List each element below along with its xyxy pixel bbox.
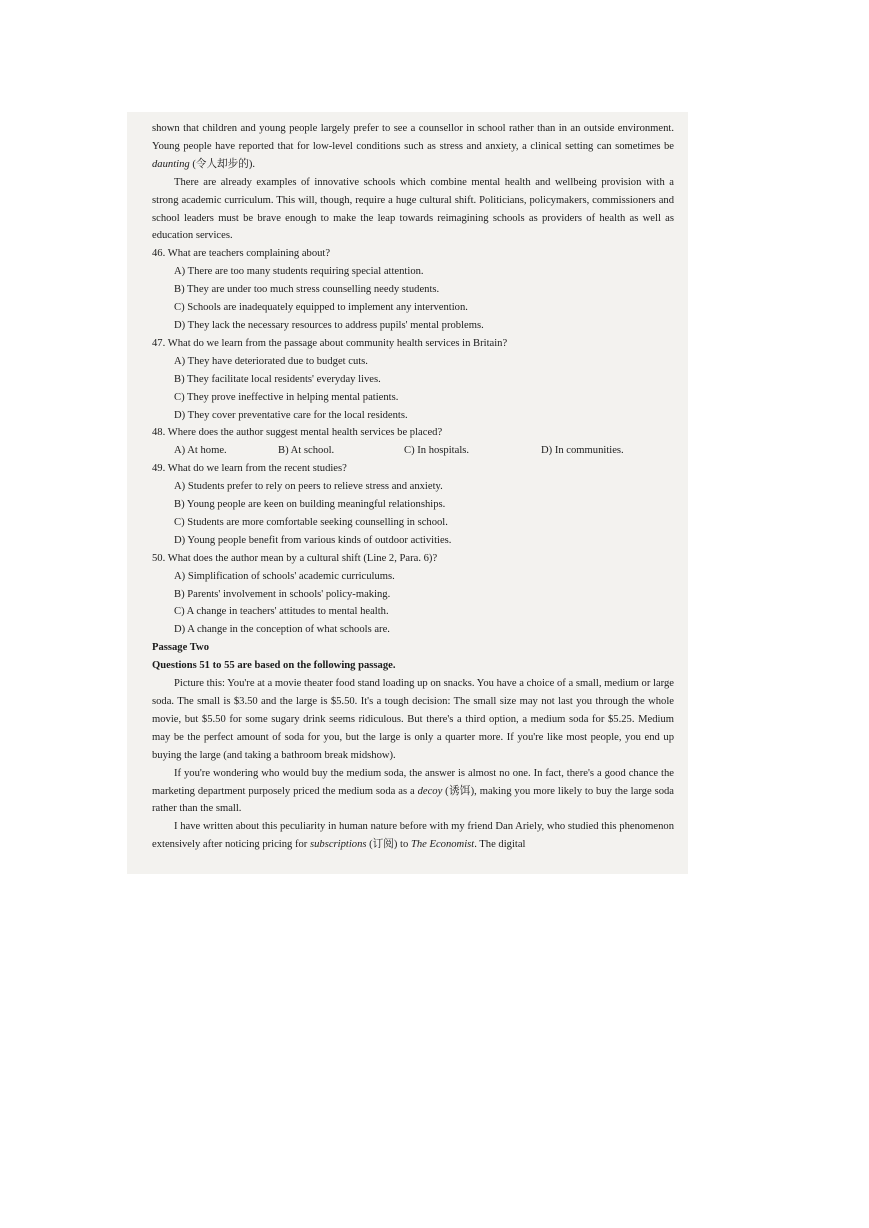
question-50-option-d: D) A change in the conception of what schools are. xyxy=(174,624,390,636)
question-48-option-b: B) At school. xyxy=(278,445,335,457)
para3-italic-economist: The Economist xyxy=(410,839,475,851)
question-49-option-d: D) Young people benefit from various kinds of outdoor activities. xyxy=(174,534,452,546)
para2-text: If you're wondering who would buy the medium soda, the answer is almost no one. In fact, there's a good chance the marketing department purposely priced the medium soda as a xyxy=(152,767,674,797)
scanned-page xyxy=(127,112,688,874)
para3-italic-subscriptions: subscriptions xyxy=(309,839,367,851)
para5-text: shown that children and young people largely prefer to see a counsellor in school rather than in an outside environment. Young people have reported that for low-level conditions such as stress and anxiety, a clinical setting can sometimes be xyxy=(152,123,674,152)
question-47-option-b: B) They facilitate local residents' everyday lives. xyxy=(174,373,381,385)
question-48-option-d: D) In communities. xyxy=(541,445,624,457)
question-49-option-c: C) Students are more comfortable seeking counselling in school. xyxy=(174,516,448,528)
question-47-option-a: A) They have deteriorated due to budget cuts. xyxy=(174,355,368,367)
passage-one-para5 xyxy=(152,120,674,174)
question-46-stem: 46. What are teachers complaining about? xyxy=(152,248,331,260)
question-48-options xyxy=(152,442,674,460)
question-49-stem: 49. What do we learn from the recent studies? xyxy=(152,463,347,475)
question-46-option-b: B) They are under too much stress counselling needy students. xyxy=(174,284,440,296)
question-46-option-a: A) There are too many students requiring special attention. xyxy=(174,266,424,278)
passage-two-heading: Passage Two xyxy=(152,642,209,654)
passage-two-para2 xyxy=(152,765,674,819)
passage-two-instruction: Questions 51 to 55 are based on the following passage. xyxy=(152,660,396,672)
para2-text-end: (诱饵), making you more likely to buy the large soda rather than the small. xyxy=(152,785,674,815)
question-50-stem: 50. What does the author mean by a cultural shift (Line 2, Para. 6)? xyxy=(152,552,438,564)
question-50-option-a: A) Simplification of schools' academic curriculums. xyxy=(174,570,395,582)
question-48-option-a: A) At home. xyxy=(174,445,227,457)
para5-italic-word: daunting xyxy=(152,158,190,170)
passage-two-para3 xyxy=(152,818,674,854)
question-47-stem: 47. What do we learn from the passage about community health services in Britain? xyxy=(152,337,508,349)
passage-two-para1: Picture this: You're at a movie theater food stand loading up on snacks. You have a choice of a small, medium or large soda. The small is $3.50 and the large is $5.50. It's a tough decision: The small size may not last you through the whole movie, but $5.50 for some sugary drink seems ridiculous. But there's a third option, a medium soda for $5.25. Medium may be the perfect amount of soda for you, but the large is only a quarter more. If you're like most people, you end up buying the large (and taking a bathroom break midshow). xyxy=(152,678,674,761)
passage-one-para6: There are already examples of innovative schools which combine mental health and wellbeing provision with a strong academic curriculum. This will, though, require a huge cultural shift. Politicians, policymakers, commissioners and school leaders must be brave enough to make the leap towards reimagining schools as providers of health as well as education services. xyxy=(152,176,674,242)
para3-text: I have written about this peculiarity in human nature before with my friend Dan Ariely, who studied this phenomenon extensively after noticing pricing for xyxy=(152,821,674,851)
para2-italic-word: decoy xyxy=(417,785,443,797)
question-47-option-c: C) They prove ineffective in helping mental patients. xyxy=(174,391,399,403)
question-49-option-b: B) Young people are keen on building meaningful relationships. xyxy=(174,499,446,511)
question-50-option-b: B) Parents' involvement in schools' policy-making. xyxy=(174,588,391,600)
question-49-option-a: A) Students prefer to rely on peers to relieve stress and anxiety. xyxy=(174,481,443,493)
question-48-stem: 48. Where does the author suggest mental health services be placed? xyxy=(152,427,443,439)
para3-gloss: (订阅) to xyxy=(366,839,411,851)
question-50-option-c: C) A change in teachers' attitudes to mental health. xyxy=(174,606,389,618)
page-text xyxy=(152,120,674,854)
question-48-option-c: C) In hospitals. xyxy=(404,445,470,457)
para5-gloss: (令人却步的). xyxy=(189,158,255,170)
question-46-option-d: D) They lack the necessary resources to address pupils' mental problems. xyxy=(174,319,484,331)
question-47-option-d: D) They cover preventative care for the local residents. xyxy=(174,409,408,421)
question-46-option-c: C) Schools are inadequately equipped to implement any intervention. xyxy=(174,302,468,314)
para3-text-end: . The digital xyxy=(474,839,526,851)
